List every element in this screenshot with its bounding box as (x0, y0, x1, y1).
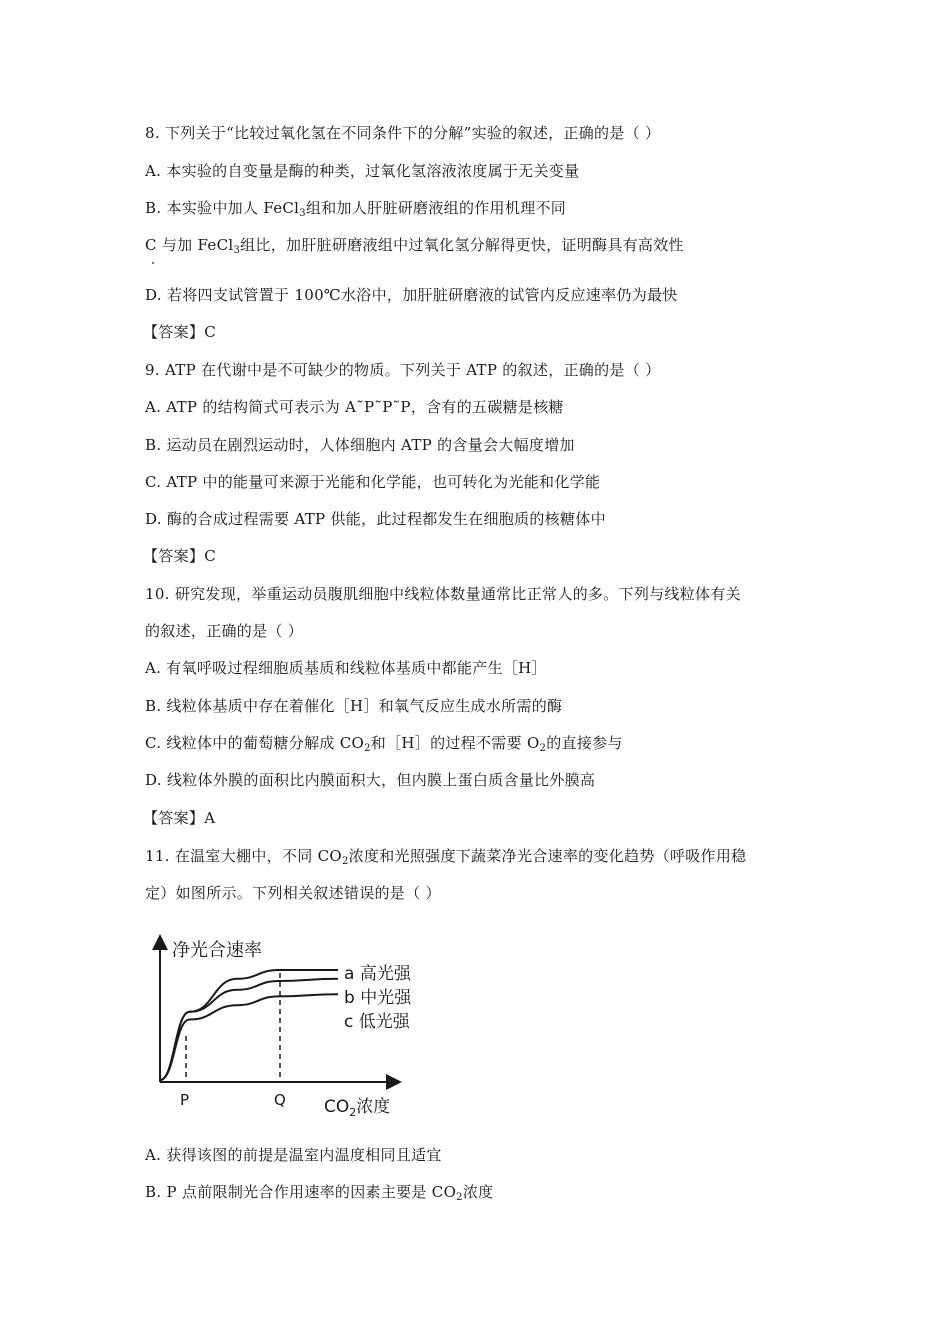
q9-answer: 【答案】C (143, 547, 216, 565)
q8-option-c: C 与加 FeCl$_3$组比，加肝脏研磨液组中过氧化氢分解得更快，证明酶具有高效性 (145, 236, 684, 256)
q11-option-b: B. P 点前限制光合作用速率的因素主要是 $CO_2$浓度 (145, 1183, 494, 1203)
q8-option-a: A. 本实验的自变量是酶的种类，过氧化氢溶液浓度属于无关变量 (145, 162, 580, 180)
q10-option-d: D. 线粒体外膜的面积比内膜面积大，但内膜上蛋白质含量比外膜高 (145, 771, 596, 789)
y-axis-label: 净光合速率 (172, 940, 262, 961)
q9-stem: 9. ATP 在代谢中是不可缺少的物质。下列关于 ATP 的叙述，正确的是（ ） (145, 361, 661, 379)
q10-answer: 【答案】A (143, 809, 216, 827)
q10-stem-line2: 的叙述，正确的是（ ） (145, 622, 304, 640)
q8-option-b: B. 本实验中加人 FeCl$_3$组和加人肝脏研磨液组的作用机理不同 (145, 199, 567, 219)
q10-option-b: B. 线粒体基质中存在着催化［H］和氧气反应生成水所需的酶 (145, 697, 563, 715)
q10-stem-line1: 10. 研究发现，举重运动员腹肌细胞中线粒体数量通常比正常人的多。下列与线粒体有关 (145, 585, 741, 603)
q9-option-b: B. 运动员在剧烈运动时，人体细胞内 ATP 的含量会大幅度增加 (145, 436, 575, 454)
x-axis-label: $CO_2$浓度 (324, 1097, 391, 1119)
series-label-b: b 中光强 (344, 988, 412, 1008)
x-tick-q: Q (274, 1091, 286, 1109)
series-label-c: c 低光强 (344, 1012, 410, 1032)
q8-stem: 8. 下列关于“比较过氧化氢在不同条件下的分解”实验的叙述，正确的是（ ） (145, 124, 661, 142)
x-tick-p: P (180, 1091, 190, 1109)
q8-answer: 【答案】C (143, 323, 216, 341)
q11-stem-line1: 11. 在温室大棚中，不同 $CO_2$浓度和光照强度下蔬菜净光合速率的变化趋势（呼吸作用稳 (145, 847, 747, 867)
q10-option-a: A. 有氧呼吸过程细胞质基质和线粒体基质中都能产生［H］ (145, 659, 547, 677)
q11-stem-line2: 定）如图所示。下列相关叙述错误的是（ ） (145, 884, 441, 902)
photosynthesis-rate-graph (148, 930, 428, 1120)
q9-option-d: D. 酶的合成过程需要 ATP 供能，此过程都发生在细胞质的核糖体中 (145, 510, 606, 528)
q11-option-a: A. 获得该图的前提是温室内温度相同且适宜 (145, 1146, 442, 1164)
q9-option-a: A. ATP 的结构简式可表示为 A˜P˜P˜P，含有的五碳糖是核糖 (145, 398, 564, 416)
q9-option-c: C. ATP 中的能量可来源于光能和化学能，也可转化为光能和化学能 (145, 473, 601, 491)
series-label-a: a 高光强 (344, 964, 411, 984)
q8-option-d: D. 若将四支试管置于 100℃水浴中，加肝脏研磨液的试管内反应速率仍为最快 (145, 286, 678, 304)
stray-dot (152, 262, 154, 264)
q10-option-c: C. 线粒体中的葡萄糖分解成 $CO_2$和［H］的过程不需要 $O_2$的直接参与 (145, 734, 623, 754)
